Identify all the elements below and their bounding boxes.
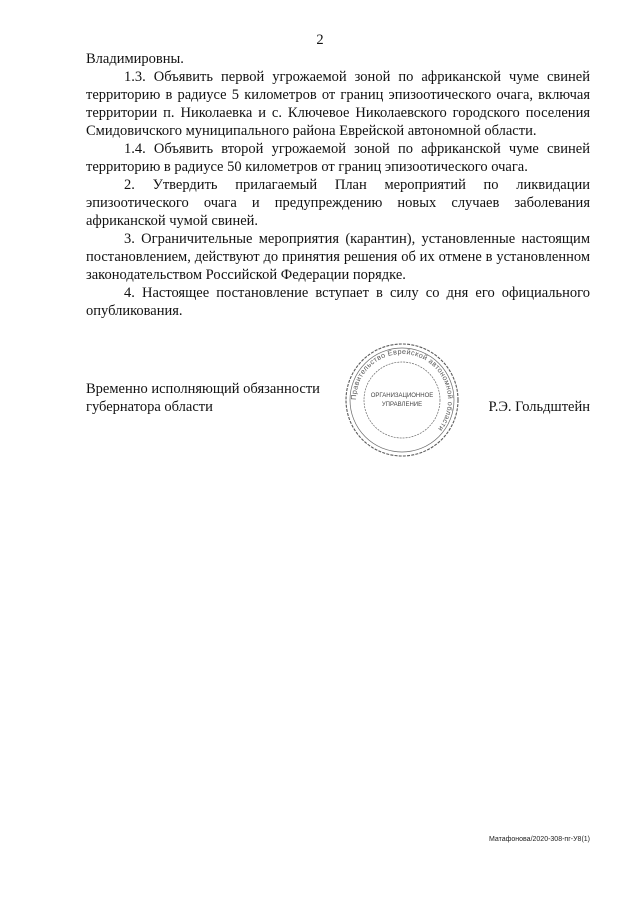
signer-title-line2: губернатора области	[86, 399, 213, 415]
seal-outer-text: Правительство Еврейской автономной области	[348, 346, 456, 434]
official-seal-stamp	[342, 340, 462, 460]
document-body	[86, 50, 590, 320]
paragraph-4: 4. Настоящее постановление вступает в силу со дня его официального опубликования.	[86, 285, 590, 319]
seal-inner-line1: ОРГАНИЗАЦИОННОЕ	[370, 393, 434, 399]
paragraph-1-3: 1.3. Объявить первой угрожаемой зоной по африканской чуме свиней территорию в радиусе 5 километров от границ эпизоотического очага, включая территории п. Николаевка и с. Ключевое Николаевского городского поселения Смидовичского муниципального района Еврейской автономной области.	[86, 69, 590, 139]
svg-text:Правительство Еврейской автоно	[349, 347, 455, 433]
paragraph-1-4: 1.4. Объявить второй угрожаемой зоной по африканской чуме свиней территорию в радиусе 50 километров от границ эпизоотического очага.	[86, 141, 590, 175]
paragraph-2: 2. Утвердить прилагаемый План мероприятий по ликвидации эпизоотического очага и предупреждению новых случаев заболевания африканской чумой свиней.	[86, 177, 590, 229]
signer-title-line1: Временно исполняющий обязанности	[86, 381, 320, 397]
paragraph-continuation: Владимировны.	[86, 51, 184, 67]
paragraph-3: 3. Ограничительные мероприятия (карантин), установленные настоящим постановлением, действуют до принятия решения об их отмене в установленном законодательством Российской Федерации порядке.	[86, 231, 590, 283]
signer-title	[86, 380, 320, 416]
signer-name: Р.Э. Гольдштейн	[488, 399, 590, 415]
seal-inner-line2: УПРАВЛЕНИЕ	[381, 402, 423, 408]
page-number: 2	[316, 32, 324, 48]
document-footer-code: Матафонова/2020-308-пг-У8(1)	[488, 836, 590, 843]
signature-block	[86, 346, 590, 470]
